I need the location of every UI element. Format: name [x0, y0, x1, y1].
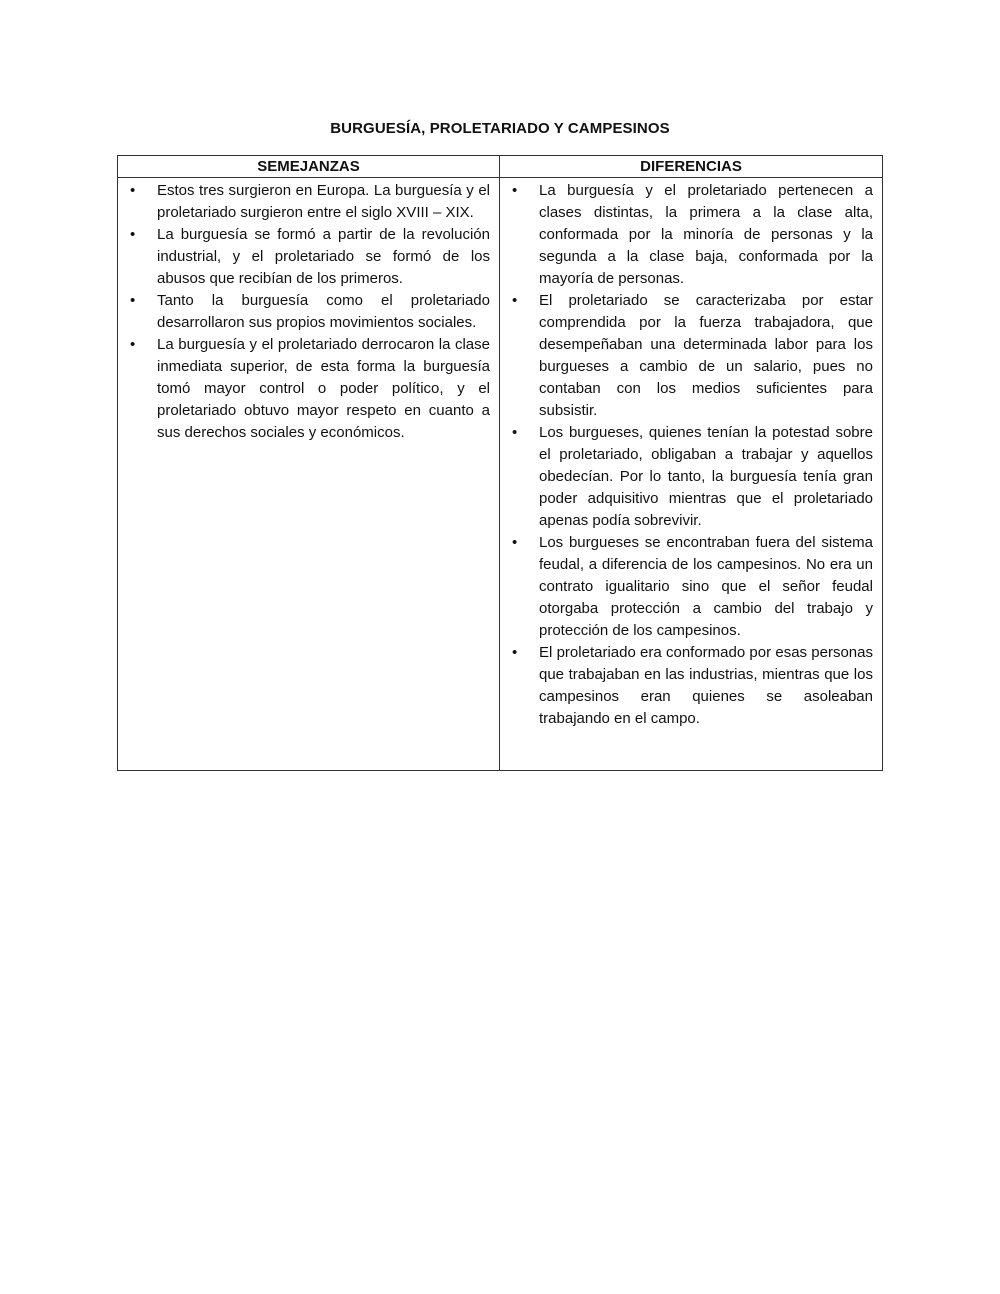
bullet-icon: •	[512, 182, 518, 199]
list-item	[126, 290, 490, 334]
list-item	[508, 422, 873, 532]
bullet-icon: •	[512, 292, 518, 309]
list-item-text: Estos tres surgieron en Europa. La burguesía y el proletariado surgieron entre el siglo XVIII – XIX.	[157, 182, 490, 221]
list-item	[508, 642, 873, 730]
list-item	[508, 290, 873, 422]
list-item-text: La burguesía se formó a partir de la revolución industrial, y el proletariado se formó de los abusos que recibían de los primeros.	[157, 226, 490, 287]
bullet-icon: •	[512, 644, 518, 661]
bullet-icon: •	[130, 182, 136, 199]
list-item	[508, 532, 873, 642]
table-row	[118, 178, 883, 771]
table-header-row	[118, 156, 883, 178]
list-item	[508, 180, 873, 290]
bullet-icon: •	[512, 424, 518, 441]
list-item-text: Los burgueses, quienes tenían la potestad sobre el proletariado, obligaban a trabajar y aquellos obedecían. Por lo tanto, la burguesía tenía gran poder adquisitivo mientras que el proletariado apenas podía sobrevivir.	[539, 424, 873, 529]
bullet-icon: •	[512, 534, 518, 551]
list-item-text: El proletariado era conformado por esas personas que trabajaban en las industrias, mientras que los campesinos eran quienes se asoleaban trabajando en el campo.	[539, 644, 873, 727]
diferencias-list	[508, 180, 873, 730]
list-item	[126, 224, 490, 290]
diferencias-cell	[500, 178, 883, 771]
comparison-table	[117, 155, 883, 771]
document-title: BURGUESÍA, PROLETARIADO Y CAMPESINOS	[330, 120, 670, 137]
semejanzas-list	[126, 180, 490, 444]
list-item-text: La burguesía y el proletariado pertenecen a clases distintas, la primera a la clase alta, conformada por la minoría de personas y la segunda a la clase baja, conformada por la mayoría de personas.	[539, 182, 873, 287]
list-item	[126, 334, 490, 444]
bullet-icon: •	[130, 336, 136, 353]
header-diferencias: DIFERENCIAS	[500, 156, 883, 178]
list-item-text: Tanto la burguesía como el proletariado desarrollaron sus propios movimientos sociales.	[157, 292, 490, 331]
bullet-icon: •	[130, 226, 136, 243]
list-item-text: La burguesía y el proletariado derrocaron la clase inmediata superior, de esta forma la burguesía tomó mayor control o poder político, y el proletariado obtuvo mayor respeto en cuanto a sus derechos sociales y económicos.	[157, 336, 490, 441]
semejanzas-cell	[118, 178, 500, 771]
list-item-text: El proletariado se caracterizaba por estar comprendida por la fuerza trabajadora, que desempeñaban una determinada labor para los burgueses a cambio de un salario, pues no contaban con los medios suficientes para subsistir.	[539, 292, 873, 419]
header-semejanzas: SEMEJANZAS	[118, 156, 500, 178]
bullet-icon: •	[130, 292, 136, 309]
list-item	[126, 180, 490, 224]
list-item-text: Los burgueses se encontraban fuera del sistema feudal, a diferencia de los campesinos. No era un contrato igualitario sino que el señor feudal otorgaba protección a cambio del trabajo y protección de los campesinos.	[539, 534, 873, 639]
